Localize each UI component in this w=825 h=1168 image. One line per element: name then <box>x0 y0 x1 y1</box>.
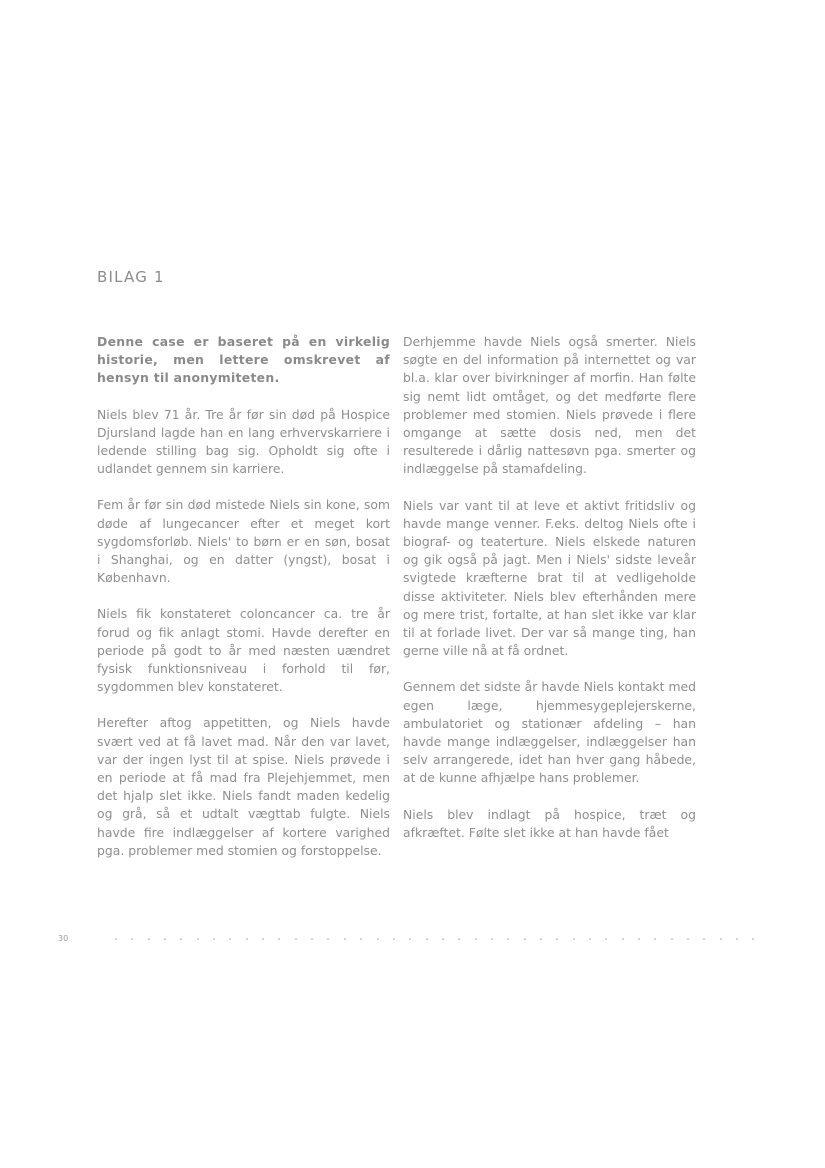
footer-dot <box>377 938 379 940</box>
footer-dot <box>148 938 150 940</box>
paragraph: Niels var vant til at leve et aktivt fritidsliv og havde mange venner. F.eks. deltog Niels ofte i biograf- og teaterture. Niels elskede naturen og gik også på jagt. Men i Niels' sidste leveår svigtede kræfterne brat til at vedligeholde disse aktiviteter. Niels blev efterhånden mere og mere trist, fortalte, at han slet ikke var klar til at forlade livet. Der var så mange ting, han gerne ville nå at få ordnet. <box>403 497 696 659</box>
footer-dot <box>278 938 280 940</box>
footer-dot <box>458 938 460 940</box>
footer-dot <box>556 938 558 940</box>
paragraph: Fem år før sin død mistede Niels sin kone, som døde af lungecancer efter et meget kort sygdomsforløb. Niels' to børn er en søn, bosat i Shanghai, og en datter (yngst), bosat i København. <box>97 497 390 586</box>
footer-dot <box>720 938 722 940</box>
footer-dot <box>589 938 591 940</box>
footer-dot <box>213 938 215 940</box>
footer-dot <box>360 938 362 940</box>
footer-dot <box>115 938 117 940</box>
footer-dot <box>409 938 411 940</box>
footer-dot <box>229 938 231 940</box>
footer-dot <box>311 938 313 940</box>
footer-dot <box>524 938 526 940</box>
footer-dotted-rule <box>115 936 755 942</box>
page-number: 30 <box>58 934 69 943</box>
paragraph: Niels blev 71 år. Tre år før sin død på Hospice Djursland lagde han en lang erhvervskarriere i ledende stilling bag sig. Opholdt sig ofte i udlandet gennem sin karriere. <box>97 406 390 477</box>
footer-dot <box>393 938 395 940</box>
footer-dot <box>491 938 493 940</box>
footer-dot <box>426 938 428 940</box>
footer-dot <box>164 938 166 940</box>
footer-dot <box>327 938 329 940</box>
page-heading: BILAG 1 <box>97 268 165 286</box>
footer-dot <box>507 938 509 940</box>
footer-dot <box>540 938 542 940</box>
footer-dot <box>295 938 297 940</box>
footer-dot <box>638 938 640 940</box>
footer-dot <box>573 938 575 940</box>
paragraph: Herefter aftog appetitten, og Niels havde svært ved at få lavet mad. Når den var lavet, var der ingen lyst til at spise. Niels prøvede i en periode at få mad fra Plejehjemmet, men det hjalp slet ikke. Niels fandt maden kedelig og grå, så et udtalt vægttab fulgte. Niels havde fire indlæggelser af kortere varighed pga. problemer med stomien og forstoppelse. <box>97 715 390 858</box>
footer-dot <box>605 938 607 940</box>
footer-dot <box>671 938 673 940</box>
footer-dot <box>622 938 624 940</box>
footer-dot <box>654 938 656 940</box>
left-column <box>97 333 390 878</box>
footer-dot <box>131 938 133 940</box>
intro-paragraph: Denne case er baseret på en virkelig historie, men lettere omskrevet af hensyn til anonymiteten. <box>97 334 390 386</box>
footer-dot <box>180 938 182 940</box>
footer-dot <box>687 938 689 940</box>
right-column <box>403 333 696 860</box>
footer-dot <box>262 938 264 940</box>
footer-dot <box>736 938 738 940</box>
footer-dot <box>344 938 346 940</box>
footer-dot <box>475 938 477 940</box>
footer-dot <box>246 938 248 940</box>
paragraph: Derhjemme havde Niels også smerter. Niels søgte en del information på internettet og var bl.a. klar over bivirkninger af morfin. Han følte sig nemt lidt omtåget, og det medførte flere problemer med stomien. Niels prøvede i flere omgange at sætte dosis ned, men det resulterede i dårlig nattesøvn pga. smerter og indlæggelse på stamafdeling. <box>403 334 696 477</box>
footer-dot <box>703 938 705 940</box>
footer-dot <box>197 938 199 940</box>
paragraph: Niels blev indlagt på hospice, træt og afkræftet. Følte slet ikke at han havde fået <box>403 806 696 840</box>
footer-dot <box>752 938 754 940</box>
paragraph: Gennem det sidste år havde Niels kontakt med egen læge, hjemmesygeplejerskerne, ambulatoriet og stationær afdeling – han havde mange indlæggelser, indlæggelser han selv arrangerede, idet han hver gang håbede, at de kunne afhjælpe hans problemer. <box>403 679 696 786</box>
footer-dot <box>442 938 444 940</box>
paragraph: Niels fik konstateret coloncancer ca. tre år forud og fik anlagt stomi. Havde derefter en periode på godt to år med næsten uændret fysisk funktionsniveau i forhold til før, sygdommen blev konstateret. <box>97 606 390 695</box>
